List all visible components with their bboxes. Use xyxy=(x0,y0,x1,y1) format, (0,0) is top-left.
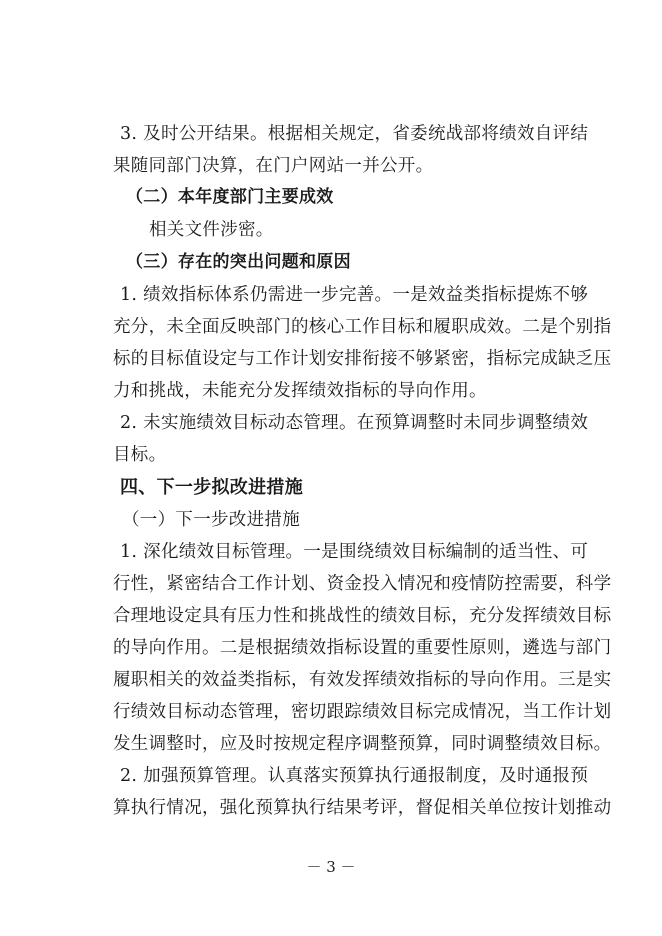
para-3-line-3: 标的目标值设定与工作计划安排衔接不够紧密，指标完成缺乏压 xyxy=(113,349,612,369)
para-3-line-1: 1. 绩效指标体系仍需进一步完善。一是效益类指标提炼不够 xyxy=(120,285,589,305)
para-3-line-2: 充分，未全面反映部门的核心工作目标和履职成效。二是个别指 xyxy=(113,317,612,337)
para-4-line-2: 目标。 xyxy=(113,445,167,465)
para-2-line-1: 相关文件涉密。 xyxy=(149,220,274,240)
section-heading-3: （三）存在的突出问题和原因 xyxy=(126,252,351,272)
para-3-line-4: 力和挑战，未能充分发挥绩效指标的导向作用。 xyxy=(113,381,487,401)
para-1-line-2: 果随同部门决算，在门户网站一并公开。 xyxy=(113,156,434,176)
para-5-line-1: 1. 深化绩效目标管理。一是围绕绩效目标编制的适当性、可 xyxy=(120,542,589,562)
para-6-line-1: 2. 加强预算管理。认真落实预算执行通报制度，及时通报预 xyxy=(120,766,589,786)
chapter-heading-4: 四、下一步拟改进措施 xyxy=(120,477,303,498)
para-5-line-4: 的导向作用。二是根据绩效指标设置的重要性原则，遴选与部门 xyxy=(113,638,612,658)
section-heading-4-1: （一）下一步改进措施 xyxy=(122,510,300,530)
para-5-line-2: 行性，紧密结合工作计划、资金投入情况和疫情防控需要，科学 xyxy=(113,574,612,594)
para-4-line-1: 2. 未实施绩效目标动态管理。在预算调整时未同步调整绩效 xyxy=(120,413,589,433)
para-6-line-2: 算执行情况，强化预算执行结果考评，督促相关单位按计划推动 xyxy=(113,798,612,818)
para-5-line-3: 合理地设定具有压力性和挑战性的绩效目标，充分发挥绩效目标 xyxy=(113,606,612,626)
section-heading-2: （二）本年度部门主要成效 xyxy=(126,187,334,207)
para-5-line-7: 发生调整时，应及时按规定程序调整预算，同时调整绩效目标。 xyxy=(113,734,612,754)
para-5-line-6: 行绩效目标动态管理，密切跟踪绩效目标完成情况，当工作计划 xyxy=(113,702,612,722)
para-1-line-1: 3. 及时公开结果。根据相关规定，省委统战部将绩效自评结 xyxy=(120,124,589,144)
para-5-line-5: 履职相关的效益类指标，有效发挥绩效指标的导向作用。三是实 xyxy=(113,670,612,690)
page-number: － 3 － xyxy=(306,858,356,876)
